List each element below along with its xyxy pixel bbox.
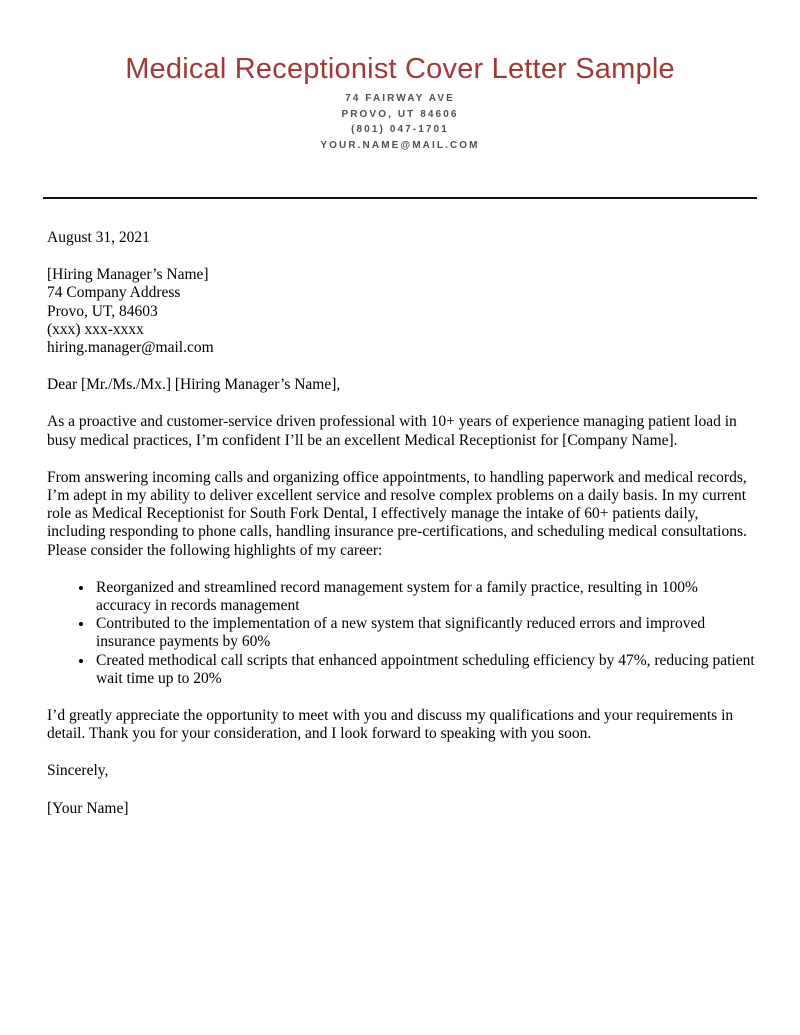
letter-date: August 31, 2021 [47, 229, 150, 246]
contact-block [0, 91, 800, 153]
paragraph-introduction: As a proactive and customer-service driven professional with 10+ years of experience managing patient load in busy medical practices, I’m confident I’ll be an excellent Medical Receptionist for [Company Name]. [47, 413, 737, 449]
highlight-item: • Reorganized and streamlined record management system for a family practice, resulting in 100% accuracy in records management [94, 579, 755, 615]
greeting-line: Dear [Mr./Ms./Mx.] [Hiring Manager’s Name], [47, 376, 341, 394]
signature-placeholder: [Your Name] [47, 799, 129, 817]
highlight-item: • Contributed to the implementation of a new system that significantly reduced errors and improved insurance payments by 60% [94, 615, 755, 651]
header-divider [43, 197, 757, 199]
recipient-name: [Hiring Manager’s Name] [47, 266, 209, 284]
recipient-phone: (xxx) xxx-xxxx [47, 320, 144, 338]
highlight-item: • Created methodical call scripts that enhanced appointment scheduling efficiency by 47%, reducing patient wait time up to 20% [94, 652, 755, 688]
contact-email-line: YOUR.NAME@MAIL.COM [320, 139, 480, 151]
recipient-address: 74 Company Address [47, 284, 181, 302]
recipient-city: Provo, UT, 84603 [47, 302, 158, 320]
letter-header [0, 0, 800, 153]
closing-paragraph: I’d greatly appreciate the opportunity to meet with you and discuss my qualifications and your requirements in detail. Thank you for your consideration, and I look forward to speaking with you soon. [47, 707, 734, 743]
contact-phone-line: (801) 047-1701 [351, 124, 449, 135]
contact-street-line: 74 FAIRWAY AVE [345, 93, 455, 104]
recipient-block [47, 266, 755, 357]
page-title: Medical Receptionist Cover Letter Sample [125, 53, 675, 85]
recipient-email: hiring.manager@mail.com [47, 339, 214, 357]
sign-off: Sincerely, [47, 762, 109, 780]
letter-body [47, 229, 755, 818]
career-highlights-list [47, 579, 755, 688]
paragraph-experience: From answering incoming calls and organizing office appointments, to handling paperwork and medical records, I’m adept in my ability to deliver excellent service and resolve complex problems on a daily basis. In my current role as Medical Receptionist for South Fork Dental, I effectively manage the intake of 60+ patients daily, including responding to phone calls, handling insurance pre-certifications, and scheduling medical consultations. Please consider the following highlights of my career: [47, 468, 747, 559]
contact-city-line: PROVO, UT 84606 [341, 108, 459, 120]
